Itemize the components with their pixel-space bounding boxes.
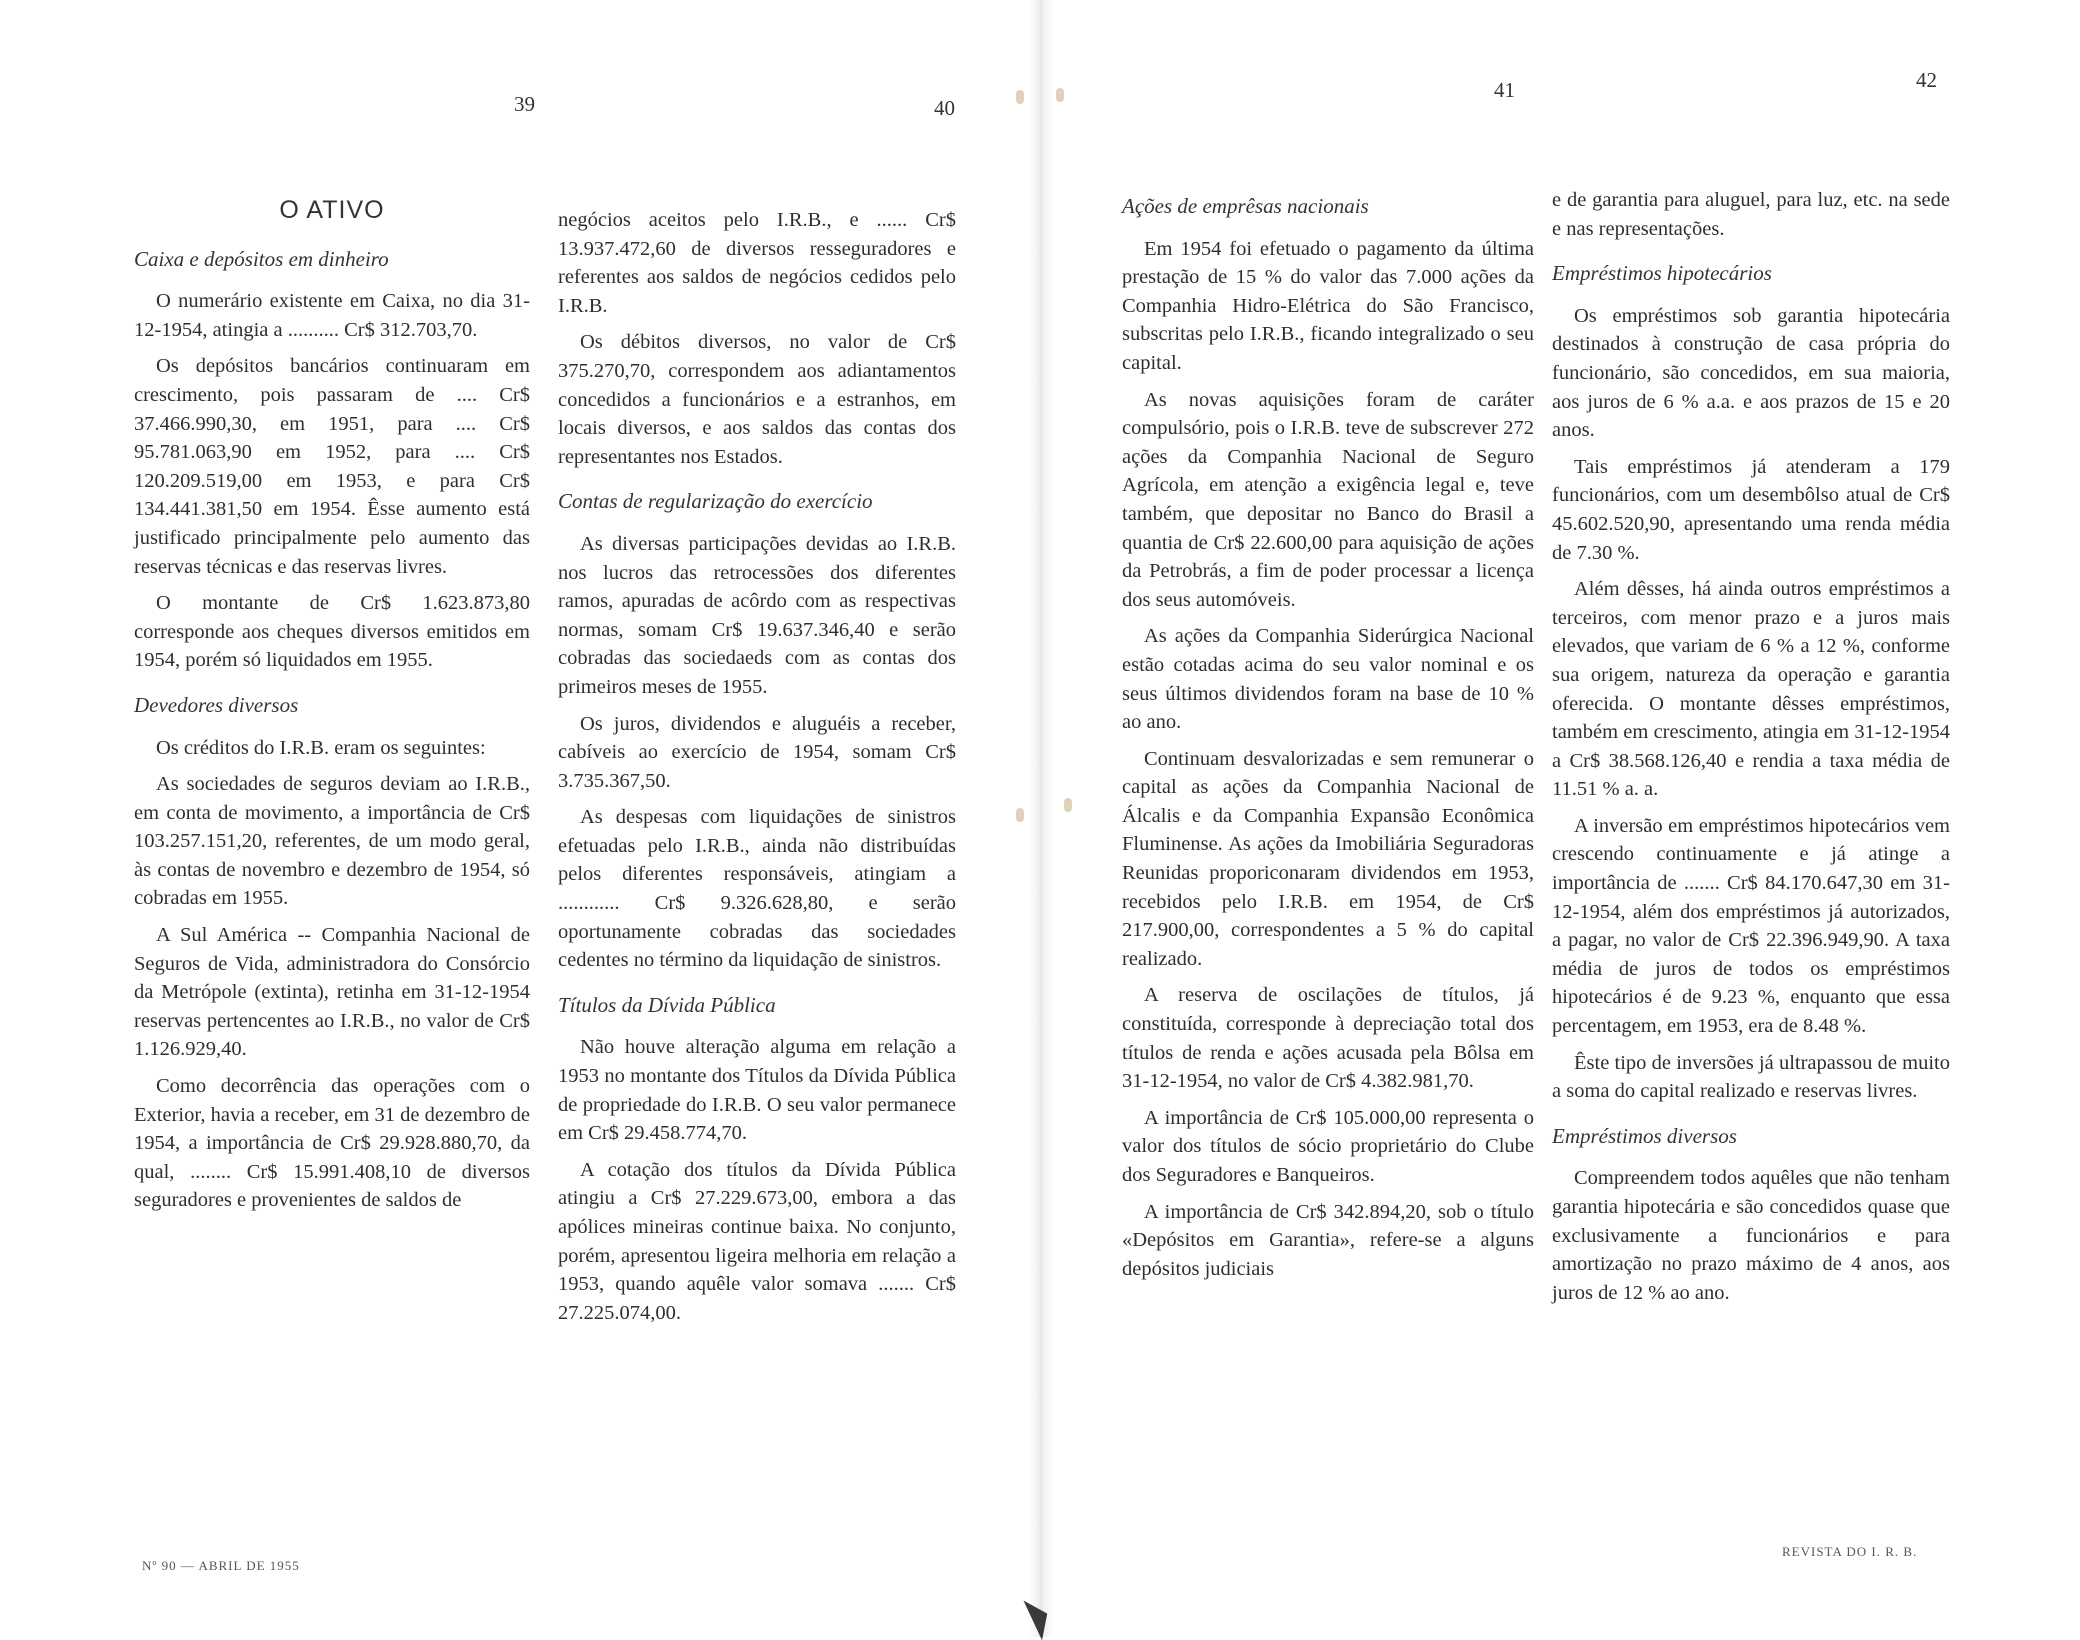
- subsection-title: Empréstimos hipotecários: [1552, 261, 1772, 286]
- subsection-title: Contas de regularização do exercício: [558, 489, 873, 514]
- footer-publication: REVISTA DO I. R. B.: [1782, 1544, 1918, 1559]
- paragraph: A inversão em empréstimos hipotecários vem crescendo continuamente e já atinge a importância de ....... Cr$ 84.170.647,30 em 31-12-1954, além dos empréstimos já autorizados, a pagar, no valor de Cr$ 22.396.949,90. A taxa média de juros de todos os empréstimos hipotecários é de 9.23 %, enquanto que essa percentagem, em 1953, era de 8.48 %.: [1552, 814, 1950, 1038]
- page-number-39: 39: [514, 92, 535, 116]
- column-1: [134, 196, 530, 1223]
- paragraph: Os créditos do I.R.B. eram os seguintes:: [156, 736, 486, 759]
- paragraph: Continuam desvalorizadas e sem remunerar o capital as ações da Companhia Nacional de Álcalis e da Companhia Expansão Econômica Fluminense. As ações da Imobiliária Seguradoras Reunidas proporiconaram dividendos em 1953, recebidos pelo I.R.B. em 1954, de Cr$ 217.900,00, correspondentes a 5 % do capital realizado.: [1122, 747, 1534, 970]
- paragraph: Êste tipo de inversões já ultrapassou de muito a soma do capital realizado e reservas livres.: [1552, 1051, 1950, 1103]
- paragraph: As despesas com liquidações de sinistros efetuadas pelo I.R.B., ainda não distribuídas pelos diferentes responsáveis, atingiam a ............ Cr$ 9.326.628,80, e serão oportunamente cobradas das sociedades cedentes no término da liquidação de sinistros.: [558, 806, 956, 972]
- page-smudge: [1056, 88, 1064, 102]
- paragraph: A reserva de oscilações de títulos, já constituída, corresponde à depreciação total dos títulos de renda e ações acusada pela Bôlsa em 31-12-1954, no valor de Cr$ 4.382.981,70.: [1122, 984, 1534, 1093]
- footer-issue-date: Nº 90 — ABRIL DE 1955: [142, 1558, 300, 1573]
- paragraph: A Sul América -- Companhia Nacional de Seguros de Vida, administradora do Consórcio da Metrópole (extinta), retinha em 31-12-1954 reservas pertencentes ao I.R.B., no valor de Cr$ 1.126.929,40.: [134, 924, 530, 1061]
- paragraph: Os depósitos bancários continuaram em crescimento, pois passaram de .... Cr$ 37.466.990,30, em 1951, para .... Cr$ 95.781.063,90 em 1952, para .... Cr$ 120.209.519,00 em 1953, e para Cr$ 134.441.381,50 em 1954. Êsse aumento está justificado principalmente pelo aumento das reservas técnicas e das reservas livres.: [134, 355, 530, 578]
- paragraph: Compreendem todos aquêles que não tenham garantia hipotecária e são concedidos quase que exclusivamente a funcionários e para amortização no prazo máximo de 4 anos, aos juros de 12 % ao ano.: [1552, 1167, 1950, 1304]
- subsection-title: Ações de emprêsas nacionais: [1122, 194, 1369, 218]
- column-2: [558, 206, 956, 1335]
- book-gutter: [1028, 0, 1054, 1637]
- paragraph: Além dêsses, há ainda outros empréstimos a terceiros, com menor prazo e a juros mais elevados, que variam de 6 % a 12 %, conforme sua origem, natureza da operação e garantia oferecida. O montante dêsses empréstimos, também em crescimento, atingia em 31-12-1954 a Cr$ 38.568.126,40 e rendia a taxa média de 11.51 % a. a.: [1552, 578, 1950, 801]
- subsection-title: Empréstimos diversos: [1552, 1123, 1737, 1148]
- column-3: [1122, 192, 1534, 1291]
- paragraph: Os empréstimos sob garantia hipotecária destinados à construção de casa própria do funcionário, são concedidos, em sua maioria, aos juros de 6 % a.a. e aos prazos de 15 e 20 anos.: [1552, 304, 1950, 442]
- paragraph: As novas aquisições foram de caráter compulsório, pois o I.R.B. teve de subscrever 272 ações da Companhia Nacional de Seguro Agrícola, em atenção a exigência legal e, teve também, que depositar no Banco do Brasil a quantia de Cr$ 22.600,00 para aquisição de ações da Petrobrás, a fim de poder processar a licença dos seus automóveis.: [1122, 388, 1534, 611]
- paragraph: As sociedades de seguros deviam ao I.R.B., em conta de movimento, a importância de Cr$ 103.257.151,20, referentes, de um modo geral, às contas de novembro e dezembro de 1954, só cobradas em 1955.: [134, 773, 530, 910]
- paragraph: A cotação dos títulos da Dívida Pública atingiu a Cr$ 27.229.673,00, embora a das apólices mineiras continue baixa. No conjunto, porém, apresentou ligeira melhoria em relação a 1953, quando aquêle valor somava ....... Cr$ 27.225.074,00.: [558, 1158, 956, 1324]
- page-number-41: 41: [1494, 78, 1515, 102]
- paragraph: As ações da Companhia Siderúrgica Nacional estão cotadas acima do seu valor nominal e os seus últimos dividendos foram na base de 10 % ao ano.: [1122, 625, 1534, 734]
- paragraph: O numerário existente em Caixa, no dia 31-12-1954, atingia a .......... Cr$ 312.703,70.: [134, 290, 530, 341]
- paragraph: Os débitos diversos, no valor de Cr$ 375.270,70, correspondem aos adiantamentos concedidos a funcionários e a estranhos, em locais diversos, e aos saldos das contas dos representantes nos Estados.: [558, 331, 956, 468]
- paragraph: e de garantia para aluguel, para luz, etc. na sede e nas representações.: [1552, 189, 1950, 240]
- section-heading: O ATIVO: [279, 196, 385, 224]
- paragraph: O montante de Cr$ 1.623.873,80 corresponde aos cheques diversos emitidos em 1954, porém só liquidados em 1955.: [134, 592, 530, 672]
- paragraph: A importância de Cr$ 105.000,00 representa o valor dos títulos de sócio proprietário do Clube dos Seguradores e Banqueiros.: [1122, 1106, 1534, 1186]
- column-4: [1552, 186, 1950, 1315]
- paragraph: A importância de Cr$ 342.894,20, sob o título «Depósitos em Garantia», refere-se a alguns depósitos judiciais: [1122, 1200, 1534, 1280]
- paragraph: Em 1954 foi efetuado o pagamento da última prestação de 15 % do valor das 7.000 ações da Companhia Hidro-Elétrica do São Francisco, subscritas pelo I.R.B., ficando integralizado o seu capital.: [1122, 237, 1534, 374]
- page-number-42: 42: [1916, 68, 1937, 92]
- paragraph: Como decorrência das operações com o Exterior, havia a receber, em 31 de dezembro de 1954, a importância de Cr$ 29.928.880,70, da qual, ........ Cr$ 15.991.408,10 de diversos seguradores e provenientes de saldos de: [134, 1075, 530, 1212]
- paragraph: Tais empréstimos já atenderam a 179 funcionários, com um desembôlso atual de Cr$ 45.602.520,90, apresentando uma renda média de 7.30 %.: [1552, 455, 1950, 564]
- subsection-title: Caixa e depósitos em dinheiro: [134, 246, 389, 271]
- page-smudge: [1064, 798, 1072, 812]
- paragraph: Não houve alteração alguma em relação a 1953 no montante dos Títulos da Dívida Pública de propriedade do I.R.B. O seu valor permanece em Cr$ 29.458.774,70.: [558, 1036, 956, 1145]
- subsection-title: Títulos da Dívida Pública: [558, 992, 776, 1017]
- paragraph: negócios aceitos pelo I.R.B., e ...... Cr$ 13.937.472,60 de diversos resseguradores e referentes aos saldos de negócios cedidos pelo I.R.B.: [558, 209, 956, 317]
- paragraph: As diversas participações devidas ao I.R.B. nos lucros das retrocessões dos diferentes ramos, apuradas de acôrdo com as respectivas normas, somam Cr$ 19.637.346,40 e serão cobradas das sociedaeds com as contas dos primeiros meses de 1955.: [558, 532, 956, 698]
- paragraph: Os juros, dividendos e aluguéis a receber, cabíveis ao exercício de 1954, somam Cr$ 3.735.367,50.: [558, 712, 956, 792]
- page-number-40: 40: [934, 96, 955, 120]
- subsection-title: Devedores diversos: [134, 692, 299, 717]
- page-smudge: [1016, 808, 1024, 822]
- page-smudge: [1016, 90, 1024, 104]
